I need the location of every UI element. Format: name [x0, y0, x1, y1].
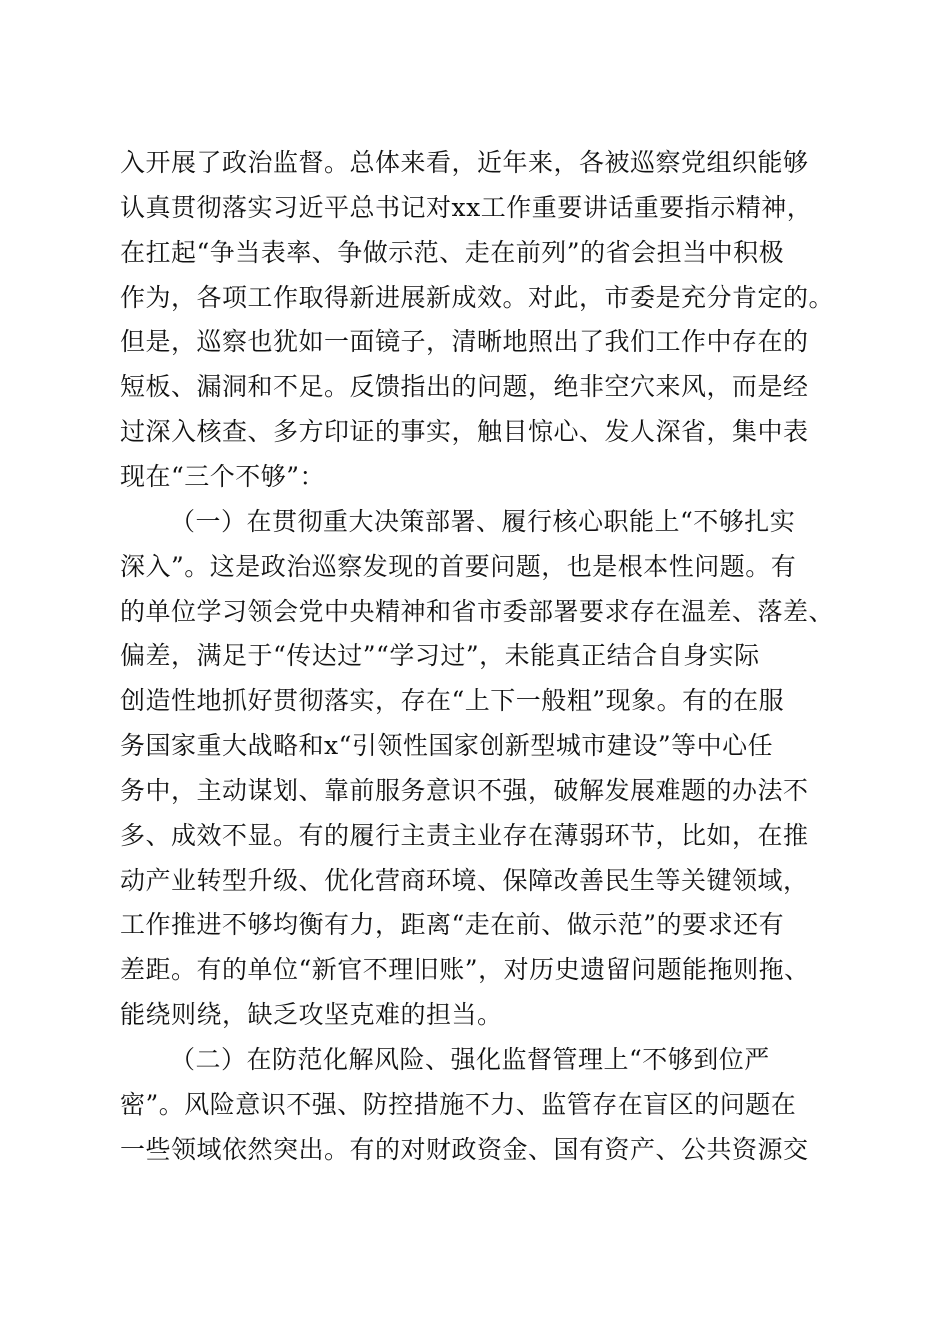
text-line: 工作推进不够均衡有力，距离“走在前、做示范”的要求还有	[120, 910, 785, 939]
text-line: 入开展了政治监督。总体来看，近年来，各被巡察党组织能够	[120, 148, 809, 177]
text-line: 动产业转型升级、优化营商环境、保障改善民生等关键领域，	[120, 866, 809, 895]
text-line: 密”。风险意识不强、防控措施不力、监管存在盲区的问题在	[120, 1090, 797, 1119]
text-line: 创造性地抓好贯彻落实，存在“上下一般粗”现象。有的在服	[120, 686, 785, 715]
text-line: 作为，各项工作取得新进展新成效。对此，市委是充分肯定的。	[120, 283, 835, 312]
text-line: 差距。有的单位“新官不理旧账”，对历史遗留问题能拖则拖、	[120, 955, 810, 984]
text-line: 在扛起“争当表率、争做示范、走在前列”的省会担当中积极	[120, 238, 785, 267]
text-line: 能绕则绕，缺乏攻坚克难的担当。	[120, 1000, 503, 1029]
text-line: 偏差，满足于“传达过”“学习过”，未能真正结合自身实际	[120, 641, 760, 670]
text-line: 短板、漏洞和不足。反馈指出的问题，绝非空穴来风，而是经	[120, 372, 809, 401]
section-heading-2: （二）在防范化解风险、强化监督管理上“不够到位严	[170, 1045, 770, 1074]
text-line: 深入”。这是政治巡察发现的首要问题，也是根本性问题。有	[120, 552, 797, 581]
text-line: 一些领域依然突出。有的对财政资金、国有资产、公共资源交	[120, 1135, 809, 1164]
text-line: 多、成效不显。有的履行主责主业存在薄弱环节，比如，在推	[120, 821, 809, 850]
text-line: 务中，主动谋划、靠前服务意识不强，破解发展难题的办法不	[120, 776, 809, 805]
text-line: 但是，巡察也犹如一面镜子，清晰地照出了我们工作中存在的	[120, 327, 809, 356]
text-line: 的单位学习领会党中央精神和省市委部署要求存在温差、落差、	[120, 597, 835, 626]
text-line: 过深入核查、多方印证的事实，触目惊心、发人深省，集中表	[120, 417, 809, 446]
text-line: 务国家重大战略和x“引领性国家创新型城市建设”等中心任	[120, 731, 774, 760]
section-heading-1: （一）在贯彻重大决策部署、履行核心职能上“不够扎实	[170, 507, 796, 536]
text-line: 认真贯彻落实习近平总书记对xx工作重要讲话重要指示精神，	[120, 193, 813, 222]
text-line: 现在“三个不够”：	[120, 462, 326, 491]
